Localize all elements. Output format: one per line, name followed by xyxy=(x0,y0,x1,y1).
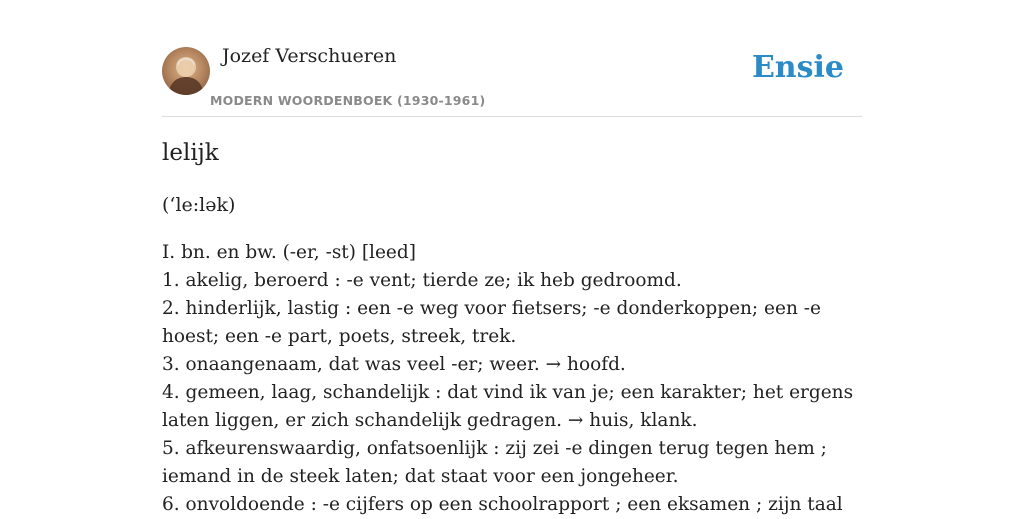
definition-line: 3. onaangenaam, dat was veel -er; weer. → hoofd. xyxy=(162,354,626,375)
definition-line: 1. akelig, beroerd : -e vent; tierde ze; ik heb gedroomd. xyxy=(162,270,682,291)
entry-pronunciation: (‘le:lək) xyxy=(162,194,236,216)
page-header xyxy=(162,0,862,117)
entry-definitions xyxy=(162,239,862,519)
definition-line: 2. hinderlijk, lastig : een -e weg voor fietsers; -e donderkoppen; een -e hoest; een -e part, poets, streek, trek. xyxy=(162,298,821,347)
portrait-icon xyxy=(162,47,210,95)
definition-line: I. bn. en bw. (-er, -st) [leed] xyxy=(162,242,416,263)
ensie-logo[interactable]: Ensie xyxy=(751,50,844,85)
author-name[interactable]: Jozef Verschueren xyxy=(222,45,397,67)
definition-line: 5. afkeurenswaardig, onfatsoenlijk : zij zei -e dingen terug tegen hem ; iemand in de steek laten; dat staat voor een jongeheer. xyxy=(162,438,827,487)
definition-line: 4. gemeen, laag, schandelijk : dat vind ik van je; een karakter; het ergens laten liggen, er zich schandelijk gedragen. → huis, klank. xyxy=(162,382,854,431)
definition-line: 6. onvoldoende : -e cijfers op een schoolrapport ; een eksamen ; zijn taal xyxy=(162,494,843,515)
entry-page xyxy=(162,0,862,515)
entry-title: lelijk xyxy=(162,140,219,166)
author-avatar[interactable] xyxy=(162,47,210,95)
source-label[interactable]: MODERN WOORDENBOEK (1930-1961) xyxy=(210,93,486,108)
